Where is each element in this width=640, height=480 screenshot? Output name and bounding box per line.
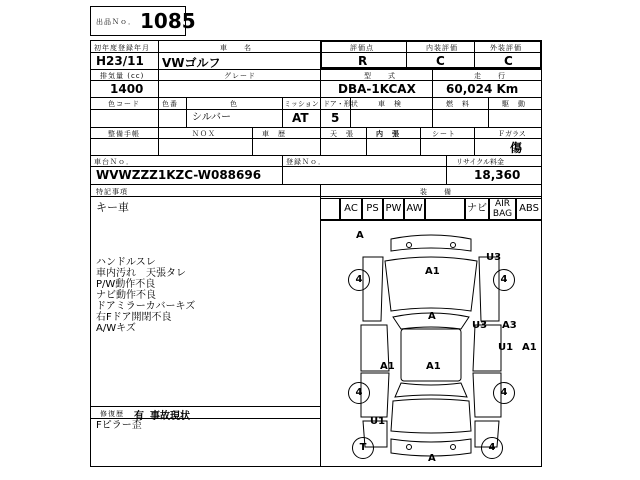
equip-abs: ABS [516,198,542,220]
equip-airbag: AIR BAG [489,198,516,220]
color-value: シルバー [192,112,232,123]
car-name-value: VWゴルフ [162,56,221,70]
repair-sub: 事故現状 [150,411,190,422]
damage-mark: A1 [426,361,441,372]
damage-mark: A1 [380,361,395,372]
equip-pw: PW [383,198,404,220]
reg-label: 登録Ｎｏ． [286,158,326,166]
int-score-label: 内装評価 [426,44,458,52]
note-line: 車内汚れ 天張タレ [96,268,186,279]
recycle-label: リサイクル料金 [456,158,505,166]
key-car-note: キー車 [96,201,129,214]
lot-value: 1085 [140,9,196,33]
damage-mark: A3 [502,320,517,331]
mileage-label: 走 行 [474,72,506,80]
ext-score-label: 外装評価 [490,44,522,52]
equipment-label: 装 備 [420,188,452,196]
model-value: DBA-1KCAX [338,82,416,96]
equip-navi: ナビ [465,198,489,220]
vin-value: WVWZZZ1KZC-W088696 [96,168,262,182]
damage-mark: U1 [370,416,386,427]
note-line: ナビ動作不良 [96,290,156,301]
mileage-value: 60,024 Km [446,82,519,96]
recycle-value: 18,360 [474,168,521,182]
first-reg-value: H23/11 [96,54,144,68]
door-value: 5 [331,111,340,125]
damage-mark: A [428,453,436,464]
score-value: R [358,54,368,68]
note-line: 右Fドア開閉不良 [96,312,172,323]
color-label: 色 [230,100,238,108]
inspection-label: 車 検 [378,100,402,108]
history-label: 車 歴 [262,130,286,138]
equipment-row [320,198,542,220]
damage-mark: U3 [472,320,488,331]
notes-list [96,257,195,334]
repair-status: 有 [134,411,144,422]
damage-mark: U1 [498,342,514,353]
first-reg-label: 初年度登録年月 [94,44,150,52]
door-label: ドア・形状 [323,100,358,108]
note-line: ハンドルスレ [96,257,156,268]
color-no-label: 色番 [162,100,178,108]
tire-rear-right: 4 [493,382,515,404]
seat-label: シート [432,130,456,138]
tire-spare-right: 4 [481,437,503,459]
equip-blank [425,198,465,220]
fuel-label: 燃 料 [446,100,470,108]
color-code-label: 色コード [108,100,140,108]
drive-label: 駆 動 [502,100,526,108]
glass-value: 傷 [510,141,523,155]
tire-front-left: 4 [348,269,370,291]
glass-label: Ｆガラス [498,130,526,138]
tire-spare: T [352,437,374,459]
note-line: P/W動作不良 [96,279,156,290]
lot-label: 出品Ｎｏ． [96,18,136,26]
damage-mark: A1 [425,266,440,277]
tire-front-right: 4 [493,269,515,291]
cc-label: 排気量 (cc) [100,72,145,80]
equip-ac: AC [340,198,362,220]
ext-score-value: C [504,54,513,68]
manual-label: 整備手帳 [108,130,140,138]
vin-label: 車台Ｎｏ． [94,158,134,166]
car-name-label: 車 名 [220,44,252,52]
transmission-label: ミッション [284,100,319,108]
equip-ps: PS [362,198,383,220]
damage-mark: U3 [486,252,502,263]
notes-label: 特記事項 [96,188,128,196]
cc-value: 1400 [110,82,144,96]
repair-note: Fピラー歪 [96,420,142,431]
int-score-value: C [436,54,445,68]
model-label: 型 式 [364,72,396,80]
nox-label: ＮＯＸ [192,130,216,138]
interior-label: 内 張 [376,130,400,138]
note-line: ドアミラーカバーキズ [96,301,196,312]
equip-aw: AW [404,198,425,220]
note-line: A/Wキズ [96,323,136,334]
damage-mark: A [428,311,436,322]
tire-rear-left: 4 [348,382,370,404]
damage-mark: A [356,230,364,241]
repair-label: 修復歴 [100,410,124,418]
transmission-value: AT [292,111,309,125]
equip-blank [320,198,340,220]
roof-label: 天 張 [330,130,354,138]
score-label: 評価点 [350,44,374,52]
damage-mark: A1 [522,342,537,353]
grade-label: グレード [224,72,256,80]
